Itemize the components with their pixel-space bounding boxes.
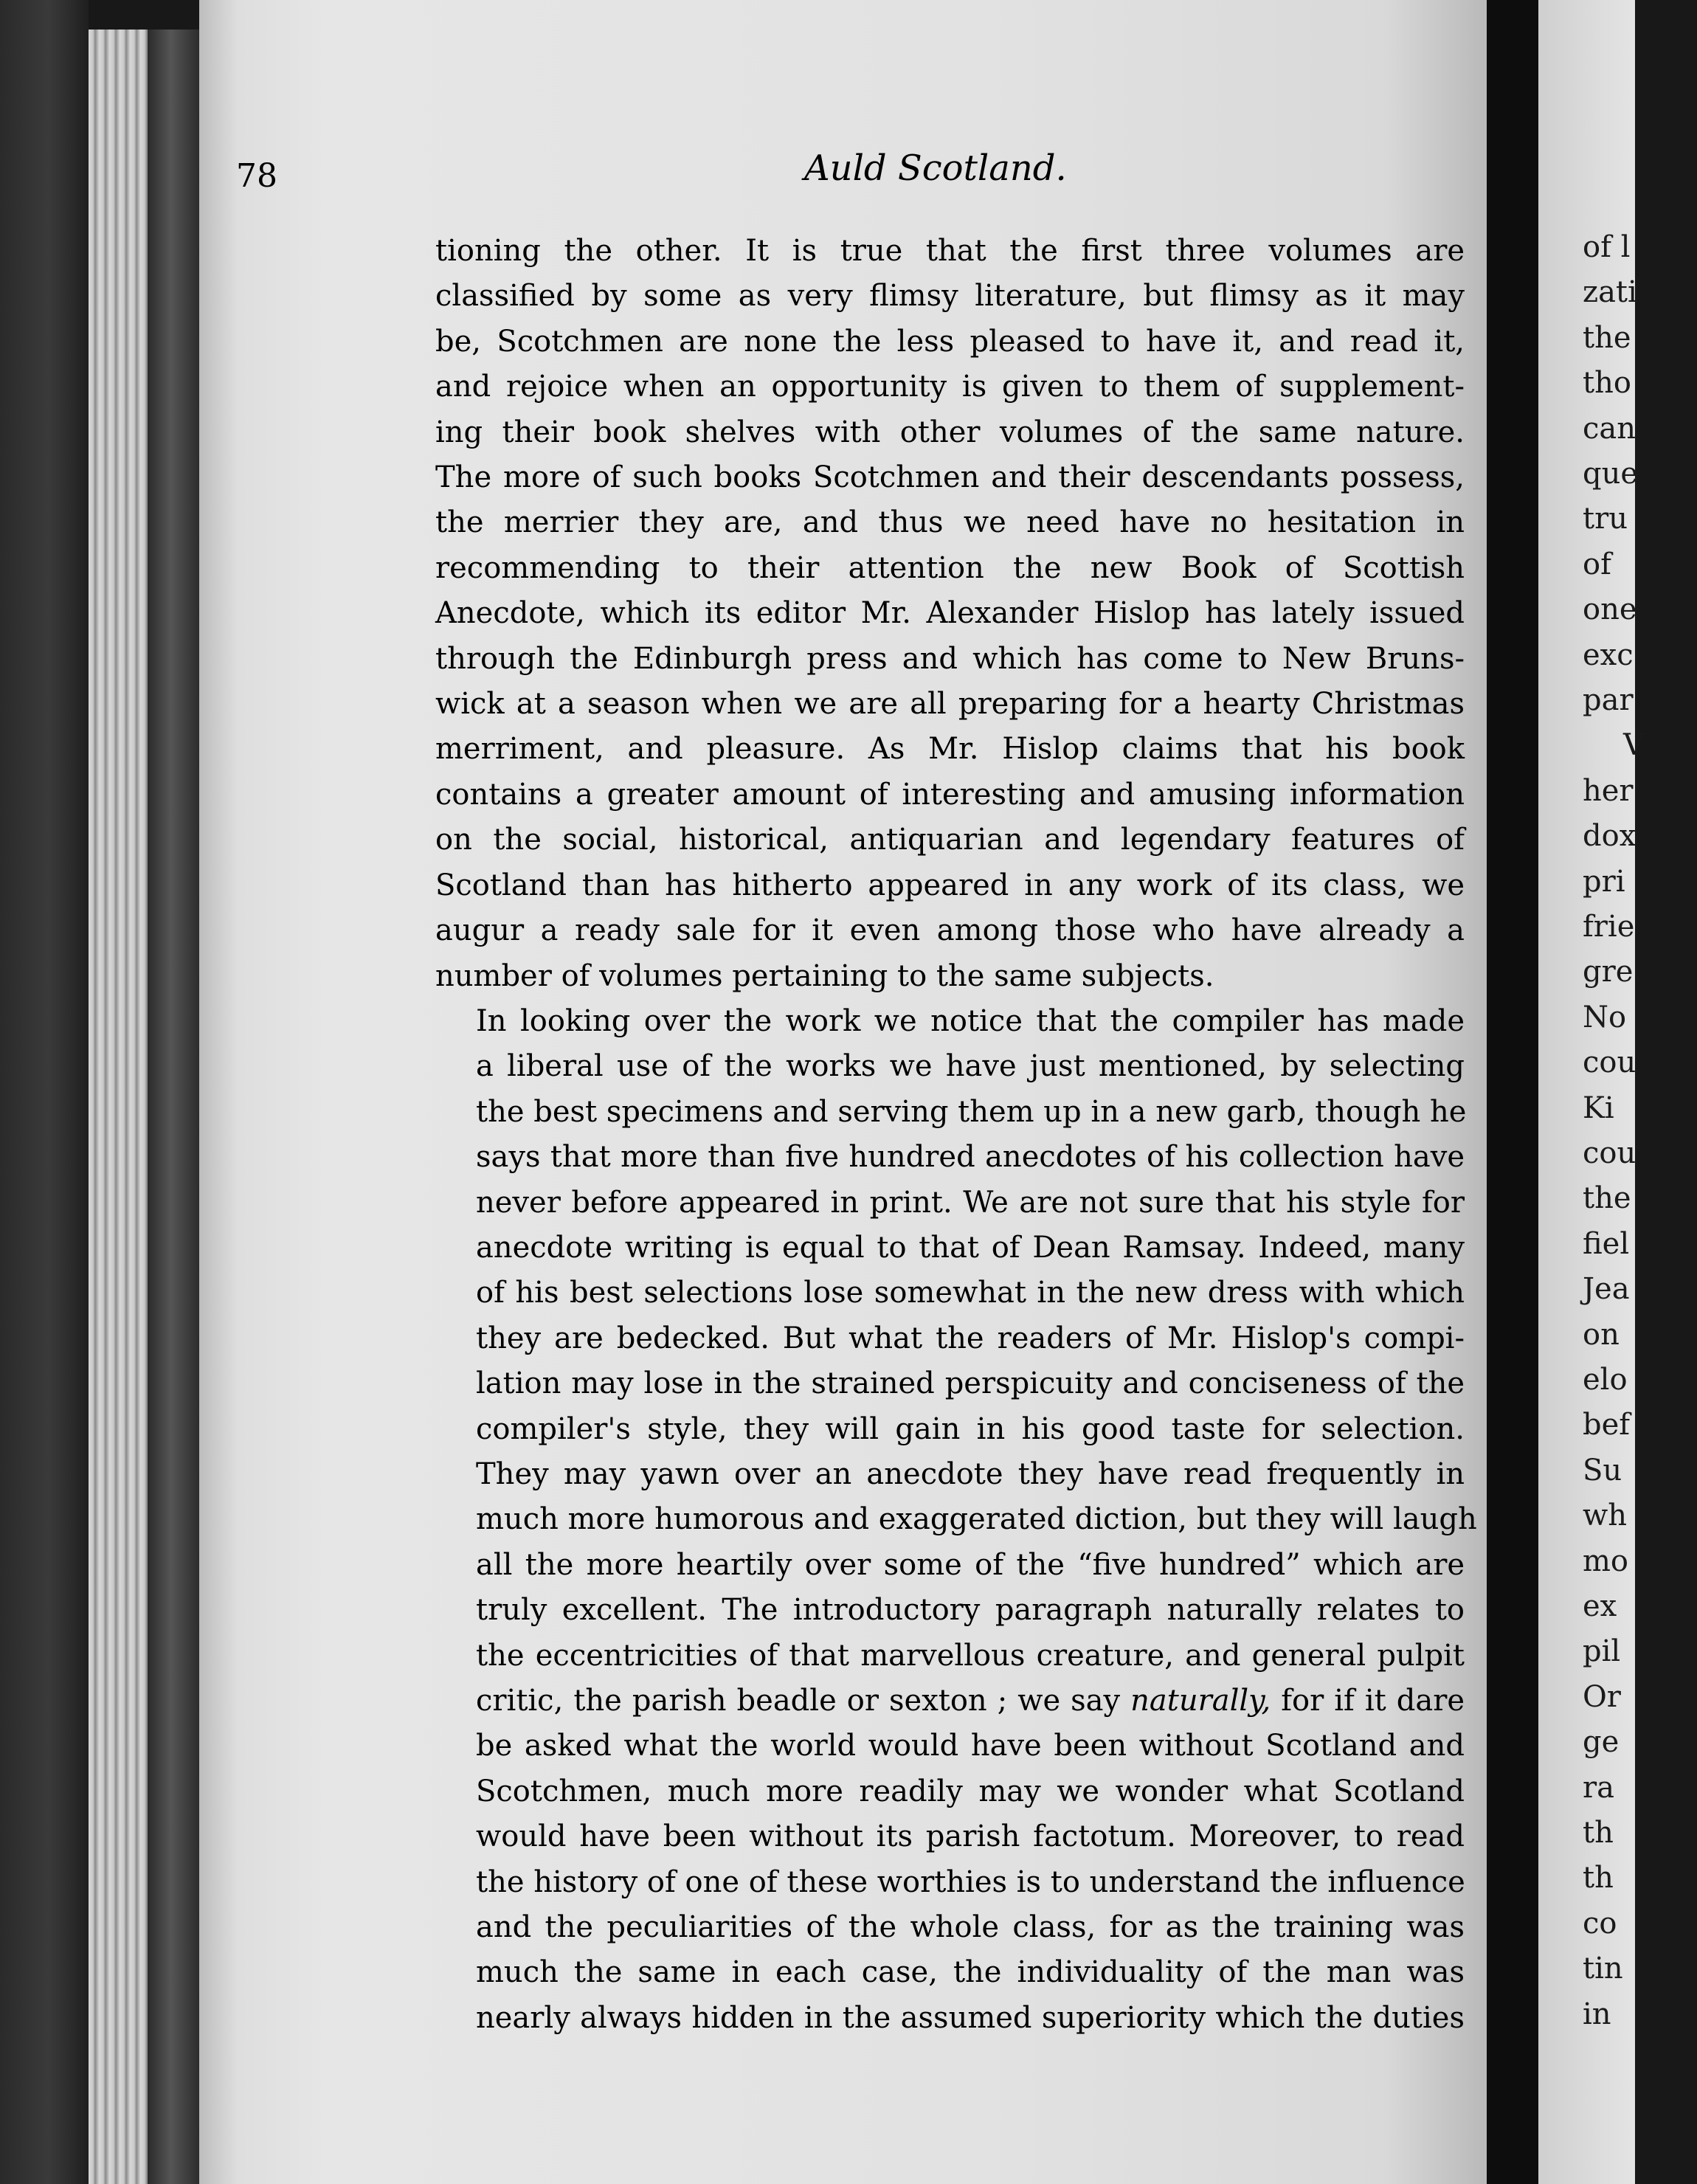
facing-page-fragment: exc <box>1583 637 1634 672</box>
facing-page-fragment: ex <box>1583 1589 1617 1623</box>
facing-page-fragment: V <box>1623 728 1645 763</box>
text-line: truly excellent. The introductory paragraph naturally relates to <box>476 1593 1465 1628</box>
text-line: on the social, historical, antiquarian and legendary features of <box>435 823 1465 857</box>
text-line: and the peculiarities of the whole class, for as the training was <box>476 1910 1465 1945</box>
facing-page-fragment: dox <box>1583 819 1636 854</box>
italic-word: naturally, <box>1130 1684 1271 1718</box>
text-line: never before appeared in print. We are not sure that his style for <box>476 1185 1465 1220</box>
facing-page-fragment: bef <box>1583 1408 1631 1442</box>
text-line: all the more heartily over some of the “five hundred” which are <box>476 1547 1465 1582</box>
facing-page-fragment: ra <box>1583 1770 1614 1805</box>
text-line: much more humorous and exaggerated diction, but they will laugh <box>476 1502 1477 1537</box>
text-line: The more of such books Scotchmen and their descendants possess, <box>435 460 1465 495</box>
facing-page-fragment: of <box>1583 547 1611 581</box>
facing-page-fragment: tho <box>1583 366 1631 401</box>
text-line: through the Edinburgh press and which has come to New Bruns- <box>435 641 1465 676</box>
text-line: says that more than five hundred anecdotes of his collection have <box>476 1140 1465 1175</box>
text-line: and rejoice when an opportunity is given to them of supplement- <box>435 370 1465 404</box>
facing-page-fragment: cou <box>1583 1046 1636 1080</box>
facing-page-fragment: tin <box>1583 1952 1623 1986</box>
facing-page-fragment: Jea <box>1583 1272 1630 1307</box>
facing-page-fragment: of l <box>1583 230 1631 264</box>
facing-page-fragment: co <box>1583 1906 1617 1941</box>
facing-page-fragment: th <box>1583 1861 1614 1896</box>
facing-page-fragment: tru <box>1583 502 1628 536</box>
running-title: Auld Scotland. <box>804 148 1067 189</box>
facing-page-fragment: fiel <box>1583 1226 1630 1261</box>
book-spine-shadow <box>148 30 199 2184</box>
text-line: Scotchmen, much more readily may we wonder what Scotland <box>476 1774 1465 1808</box>
text-line: tioning the other. It is true that the first three volumes are <box>435 234 1465 268</box>
facing-page-fragment: Ki <box>1583 1091 1614 1125</box>
facing-page-fragment: zati <box>1583 275 1637 310</box>
text-line: anecdote writing is equal to that of Dean Ramsay. Indeed, many <box>476 1230 1465 1265</box>
text-line: nearly always hidden in the assumed superiority which the duties <box>476 2000 1465 2035</box>
text-line-with-italic <box>435 1679 1465 1724</box>
text-line: recommending to their attention the new Book of Scottish <box>435 550 1465 585</box>
text-line: compiler's style, they will gain in his good taste for selection. <box>476 1411 1465 1446</box>
text-line: wick at a season when we are all preparing for a hearty Christmas <box>435 687 1465 722</box>
facing-page-fragment: que <box>1583 457 1639 491</box>
text-line: contains a greater amount of interesting and amusing information <box>435 777 1465 812</box>
facing-page-fragment: the <box>1583 320 1631 355</box>
facing-page-fragment: mo <box>1583 1544 1629 1578</box>
text-line: they are bedecked. But what the readers of Mr. Hislop's compi- <box>476 1321 1465 1355</box>
page-number: 78 <box>236 157 277 195</box>
text-line: classified by some as very flimsy literature, but flimsy as it may <box>435 279 1465 314</box>
paragraph-2 <box>435 999 1477 2041</box>
facing-page-fragment: Or <box>1583 1679 1621 1714</box>
text-line: They may yawn over an anecdote they have read frequently in <box>476 1456 1465 1491</box>
facing-page-fragment: her <box>1583 773 1634 808</box>
text-segment: for if it dare <box>1271 1684 1465 1718</box>
text-line: merriment, and pleasure. As Mr. Hislop claims that his book <box>435 732 1465 767</box>
book-gutter-shadow <box>1487 0 1538 2184</box>
text-line: would have been without its parish factotum. Moreover, to read <box>476 1820 1465 1854</box>
text-line: ing their book shelves with other volumes of the same nature. <box>435 415 1465 449</box>
text-line: the merrier they are, and thus we need have no hesitation in <box>435 505 1465 540</box>
text-line: Scotland than has hitherto appeared in any work of its class, we <box>435 868 1465 902</box>
facing-page-fragment: frie <box>1583 910 1635 944</box>
facing-page-fragment: pri <box>1583 864 1625 899</box>
text-segment: critic, the parish beadle or sexton ; we say <box>476 1684 1121 1718</box>
facing-page-fragment: pil <box>1583 1634 1621 1669</box>
facing-page-fragment: ge <box>1583 1725 1620 1760</box>
text-line: lation may lose in the strained perspicuity and conciseness of the <box>476 1366 1465 1401</box>
text-line: of his best selections lose somewhat in the new dress with which <box>476 1276 1465 1310</box>
facing-page-fragment: th <box>1583 1816 1614 1850</box>
scan-left-border <box>0 0 89 2184</box>
text-line: the history of one of these worthies is to understand the influence <box>476 1865 1465 1899</box>
paragraph-1 <box>435 229 1465 999</box>
body-text <box>435 229 1477 2041</box>
text-line: Anecdote, which its editor Mr. Alexander Hislop has lately issued <box>435 596 1465 631</box>
facing-page-fragment: wh <box>1583 1499 1627 1533</box>
facing-page-fragment: gre <box>1583 955 1634 989</box>
text-line: augur a ready sale for it even among those who have already a <box>435 913 1465 948</box>
text-line: number of volumes pertaining to the same subjects. <box>435 958 1214 993</box>
facing-page-fragment: No <box>1583 1000 1627 1034</box>
facing-page-fragment: cou <box>1583 1136 1636 1170</box>
facing-page-edge <box>1538 0 1645 2184</box>
text-line: In looking over the work we notice that the compiler has made <box>476 1003 1465 1038</box>
text-line: be asked what the world would have been without Scotland and <box>476 1729 1465 1763</box>
text-line: the best specimens and serving them up in a new garb, though he <box>476 1094 1467 1129</box>
facing-page-fragment: can <box>1583 411 1636 446</box>
facing-page-fragment: Su <box>1583 1453 1622 1487</box>
text-line: the eccentricities of that marvellous creature, and general pulpit <box>476 1638 1465 1673</box>
facing-page-fragment: elo <box>1583 1363 1628 1397</box>
text-line: a liberal use of the works we have just mentioned, by selecting <box>476 1049 1465 1084</box>
facing-page-fragment: on <box>1583 1317 1620 1352</box>
facing-page-fragment: par <box>1583 683 1634 717</box>
facing-page-fragment: in <box>1583 1997 1611 2031</box>
facing-page-fragment: the <box>1583 1181 1631 1216</box>
text-line: much the same in each case, the individuality of the man was <box>476 1955 1465 1990</box>
facing-page-fragment: one <box>1583 592 1637 627</box>
text-line: be, Scotchmen are none the less pleased to have it, and read it, <box>435 324 1465 359</box>
